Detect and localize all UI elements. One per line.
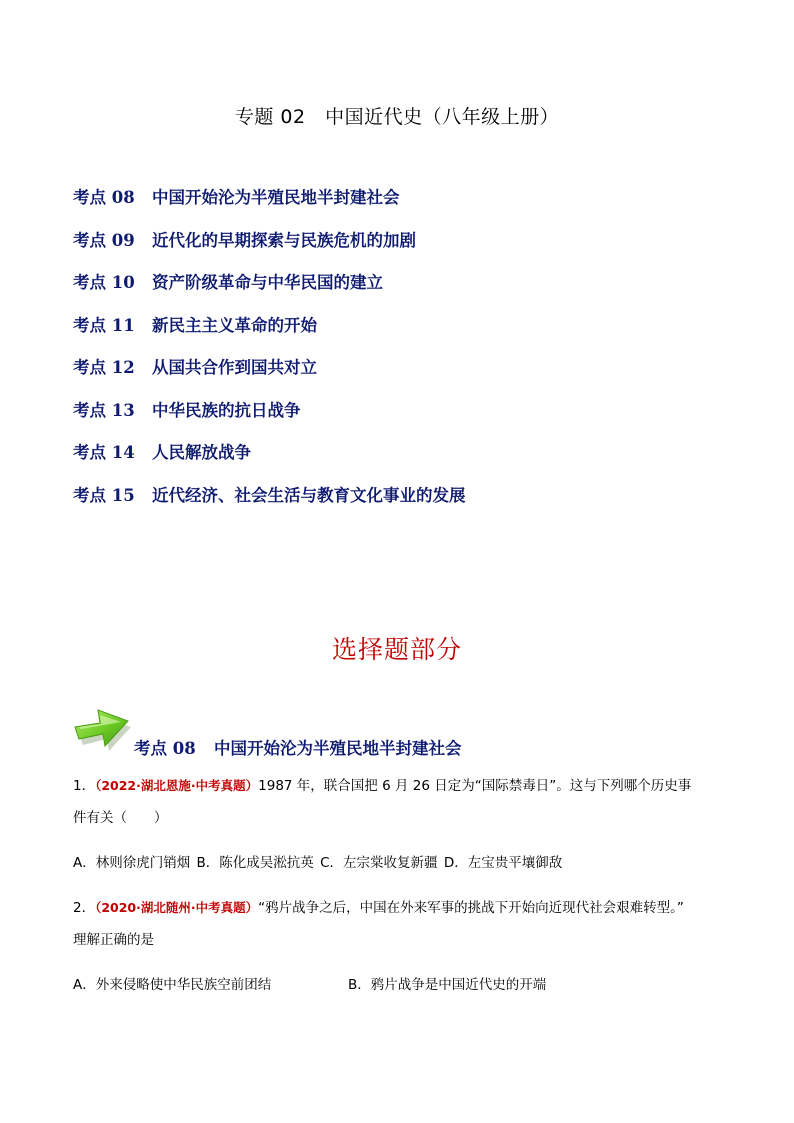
page-title: 专题 02 中国近代史（八年级上册） bbox=[234, 106, 560, 128]
toc-item-number: 考点 13 bbox=[73, 400, 135, 420]
toc-item-number: 考点 11 bbox=[73, 315, 135, 335]
toc-item-label: 中国开始沦为半殖民地半封建社会 bbox=[152, 188, 400, 207]
toc-item bbox=[73, 484, 466, 508]
topic-heading bbox=[134, 737, 462, 761]
toc-item bbox=[73, 441, 251, 465]
question-number: 1． bbox=[73, 778, 96, 794]
question-2-continuation: 理解正确的是 bbox=[73, 932, 154, 948]
toc-item-number: 考点 12 bbox=[73, 358, 135, 377]
question-1-continuation: 件有关（ ） bbox=[73, 810, 168, 826]
option-c[interactable]: C．左宗棠收复新疆 bbox=[320, 855, 438, 871]
toc-item-label: 近代化的早期探索与民族危机的加剧 bbox=[152, 230, 416, 250]
toc-item bbox=[73, 314, 317, 338]
option-a[interactable]: A．外来侵略使中华民族空前团结 bbox=[73, 977, 272, 993]
green-arrow-icon bbox=[71, 696, 133, 758]
toc-item-number: 考点 15 bbox=[73, 485, 135, 505]
toc-item-label: 近代经济、社会生活与教育文化事业的发展 bbox=[152, 485, 466, 505]
section-heading: 选择题部分 bbox=[331, 635, 462, 664]
toc-item-number: 考点 09 bbox=[73, 230, 135, 250]
question-source: （2020·湖北随州·中考真题） bbox=[95, 900, 259, 915]
option-b[interactable]: B．陈化成吴淞抗英 bbox=[196, 855, 314, 871]
toc-item-label: 从国共合作到国共对立 bbox=[152, 358, 317, 377]
question-1-options bbox=[73, 853, 562, 873]
question-text: “鸦片战争之后，中国在外来军事的挑战下开始向近现代社会艰难转型。” bbox=[258, 900, 684, 916]
toc-item bbox=[73, 229, 416, 253]
question-2-options bbox=[73, 975, 546, 995]
toc-item-number: 考点 08 bbox=[73, 188, 135, 207]
option-d[interactable]: D．左宝贵平壤御敌 bbox=[443, 855, 563, 871]
toc-item bbox=[73, 356, 317, 380]
toc-item-label: 人民解放战争 bbox=[152, 443, 251, 462]
option-b[interactable]: B．鸦片战争是中国近代史的开端 bbox=[348, 977, 547, 993]
option-a[interactable]: A．林则徐虎门销烟 bbox=[73, 855, 191, 871]
toc-item bbox=[73, 186, 400, 210]
toc-item-number: 考点 10 bbox=[73, 273, 135, 292]
toc-item-label: 中华民族的抗日战争 bbox=[152, 400, 301, 420]
question-text: 1987 年，联合国把 6 月 26 日定为“国际禁毒日”。这与下列哪个历史事 bbox=[258, 778, 692, 794]
toc-item bbox=[73, 271, 383, 295]
toc-item-label: 资产阶级革命与中华民国的建立 bbox=[152, 273, 383, 292]
toc-item bbox=[73, 399, 301, 423]
question-number: 2． bbox=[73, 900, 96, 916]
question-source: （2022·湖北恩施·中考真题） bbox=[95, 778, 259, 793]
question-1 bbox=[73, 776, 691, 796]
topic-label: 中国开始沦为半殖民地半封建社会 bbox=[214, 739, 462, 758]
toc-item-label: 新民主主义革命的开始 bbox=[152, 315, 317, 335]
topic-number: 考点 08 bbox=[134, 739, 196, 758]
question-2 bbox=[73, 898, 684, 918]
toc-item-number: 考点 14 bbox=[73, 443, 135, 462]
